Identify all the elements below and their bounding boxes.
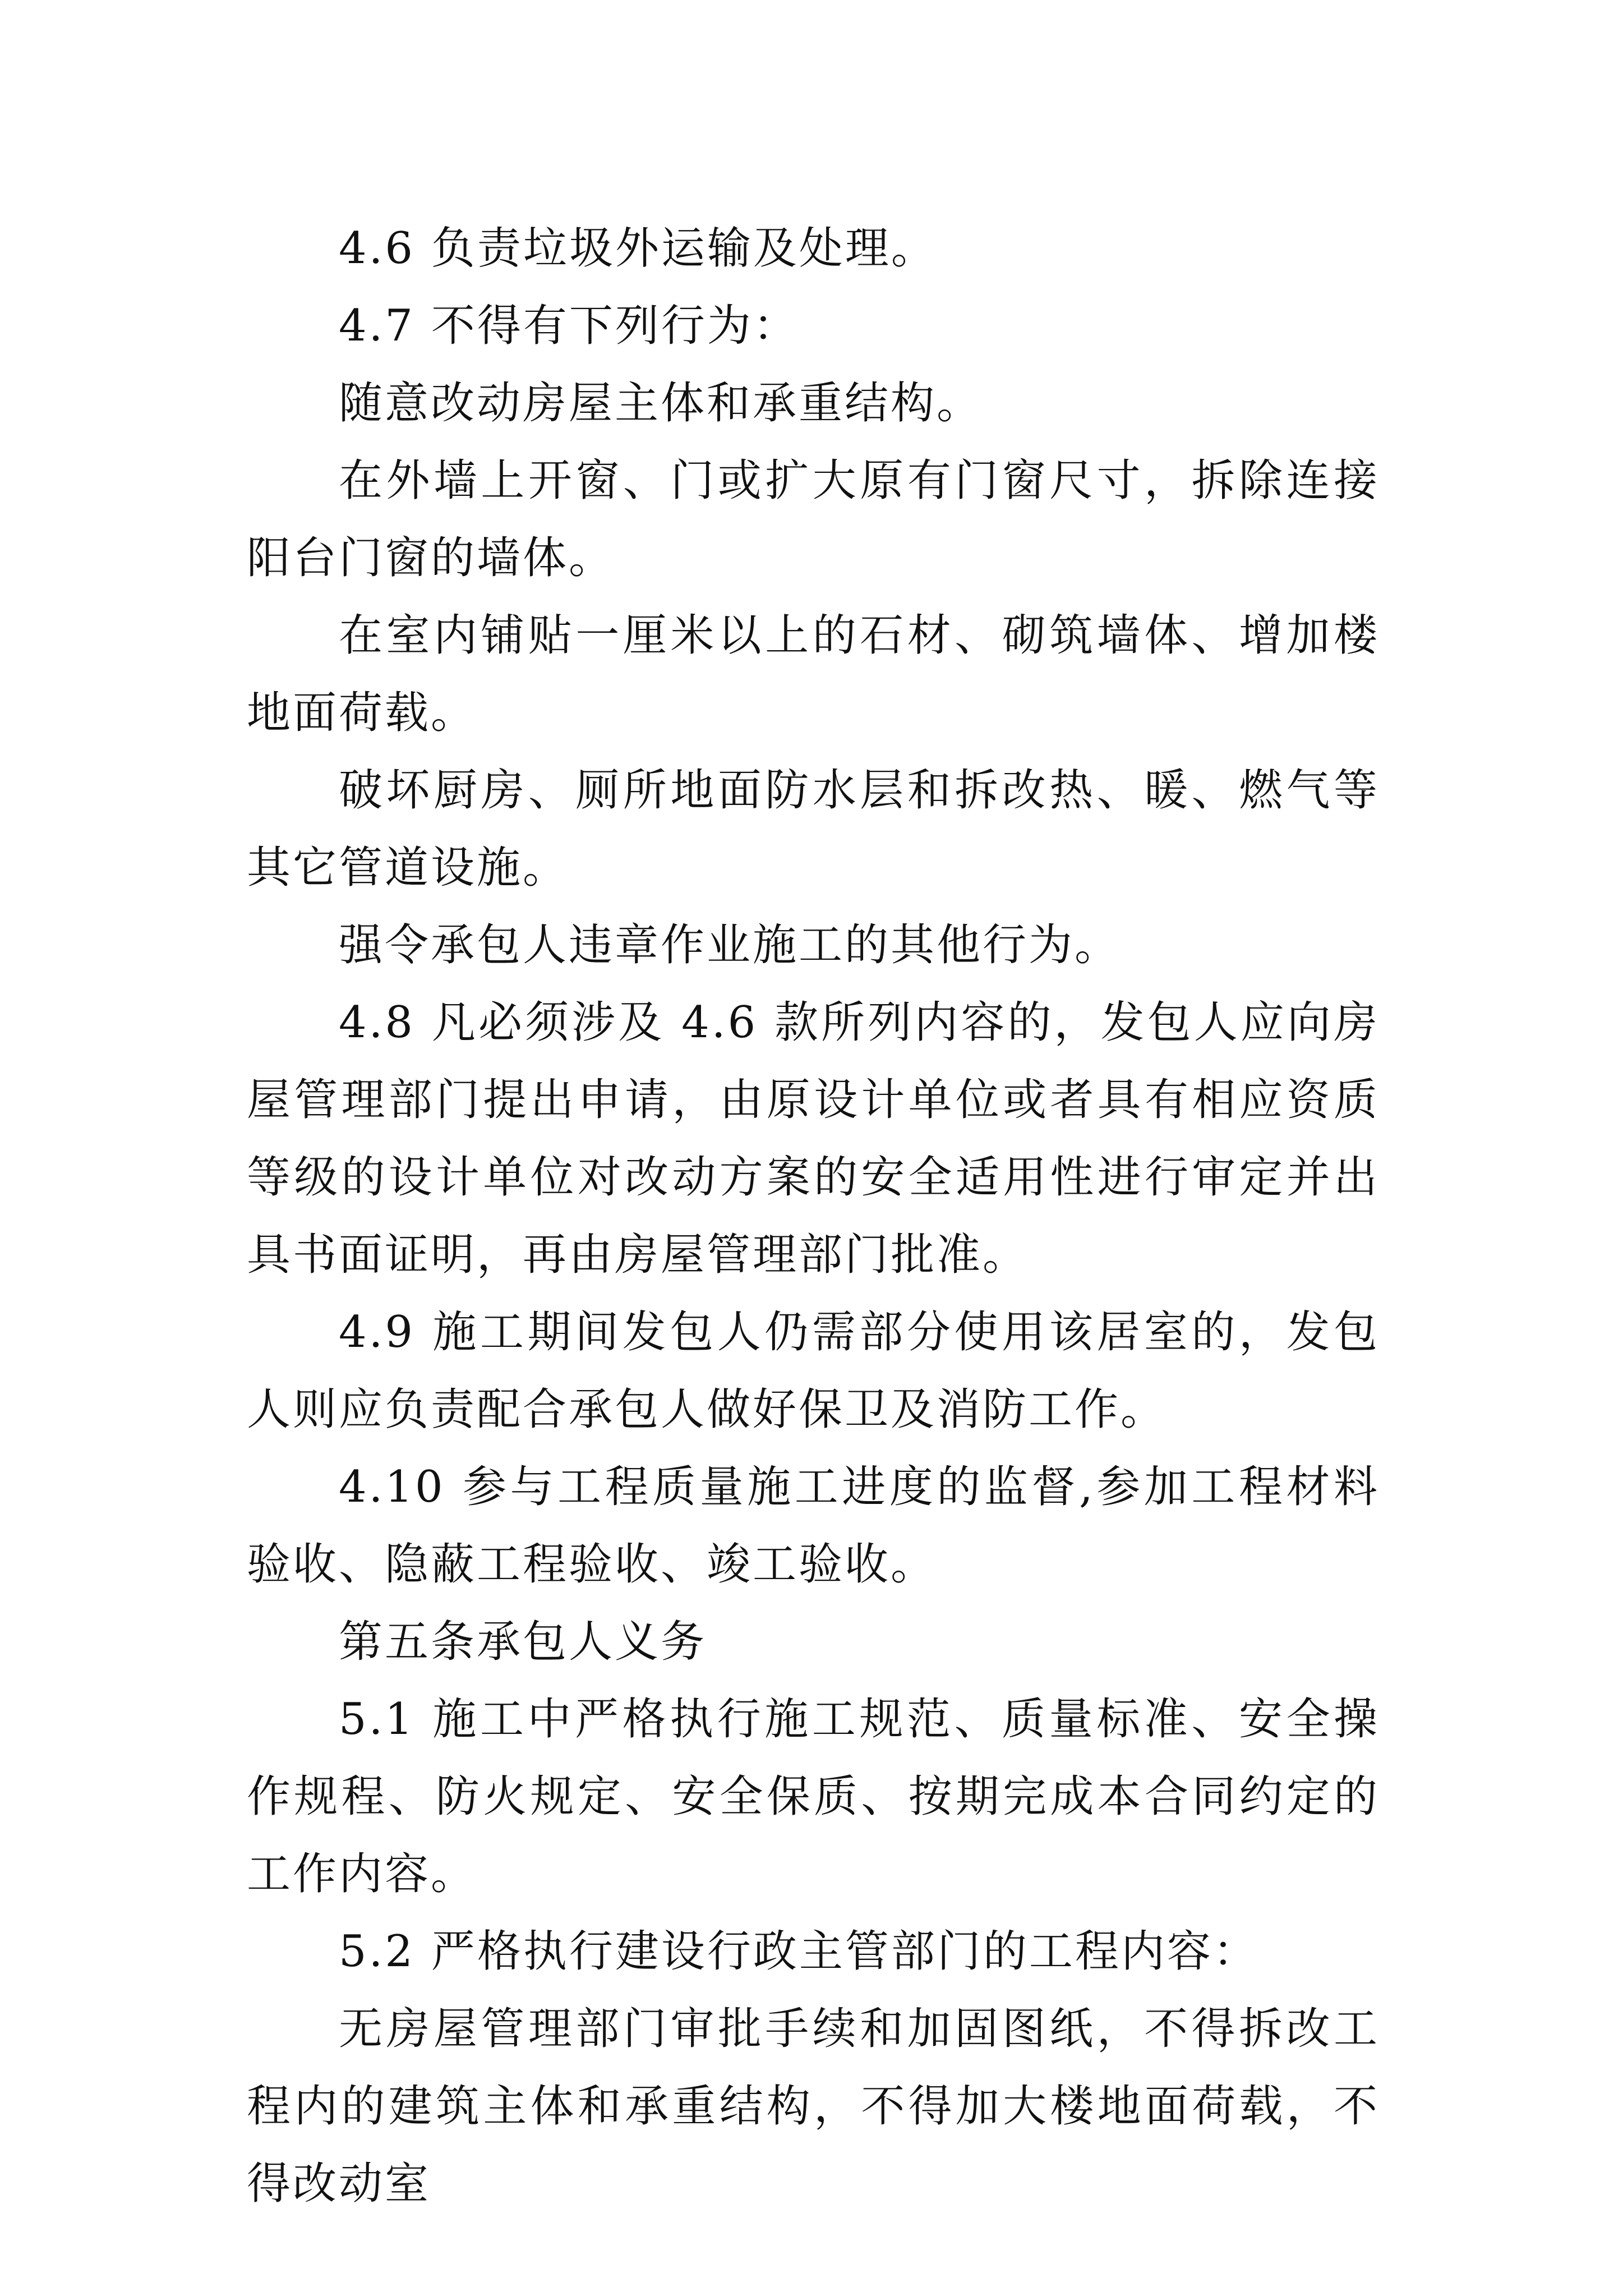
paragraph-prohibited-structure: 随意改动房屋主体和承重结构。: [339, 378, 983, 429]
paragraph-4-7: 4.7 不得有下列行为：: [339, 301, 799, 351]
document-body: [247, 210, 1380, 2223]
paragraph-prohibited-openings: 在外墙上开窗、门或扩大原有门窗尺寸，拆除连接阳台门窗的墙体。: [247, 455, 1380, 583]
paragraph-5-1: 5.1 施工中严格执行施工规范、质量标准、安全操作规程、防火规定、安全保质、按期完成本合同约定的工作内容。: [247, 1694, 1380, 1899]
paragraph-5-2: 5.2 严格执行建设行政主管部门的工程内容：: [339, 1926, 1259, 1977]
paragraph-prohibited-load: 在室内铺贴一厘米以上的石材、砌筑墙体、增加楼地面荷载。: [247, 610, 1380, 738]
paragraph-4-8: 4.8 凡必须涉及 4.6 款所列内容的，发包人应向房屋管理部门提出申请，由原设计单位或者具有相应资质等级的设计单位对改动方案的安全适用性进行审定并出具书面证明，再由房屋管理部门批准。: [247, 997, 1380, 1280]
paragraph-prohibited-pipes: 破坏厨房、厕所地面防水层和拆改热、暖、燃气等其它管道设施。: [247, 765, 1380, 893]
paragraph-4-9: 4.9 施工期间发包人仍需部分使用该居室的，发包人则应负责配合承包人做好保卫及消防工作。: [247, 1307, 1380, 1435]
paragraph-4-6: 4.6 负责垃圾外运输及处理。: [339, 223, 937, 274]
paragraph-prohibited-forced-work: 强令承包人违章作业施工的其他行为。: [339, 920, 1121, 970]
paragraph-5-2-detail: 无房屋管理部门审批手续和加固图纸，不得拆改工程内的建筑主体和承重结构，不得加大楼地面荷载，不得改动室: [247, 2004, 1380, 2209]
section-heading-article-5: 第五条承包人义务: [339, 1617, 707, 1667]
paragraph-4-10: 4.10 参与工程质量施工进度的监督,参加工程材料验收、隐蔽工程验收、竣工验收。: [247, 1462, 1380, 1590]
